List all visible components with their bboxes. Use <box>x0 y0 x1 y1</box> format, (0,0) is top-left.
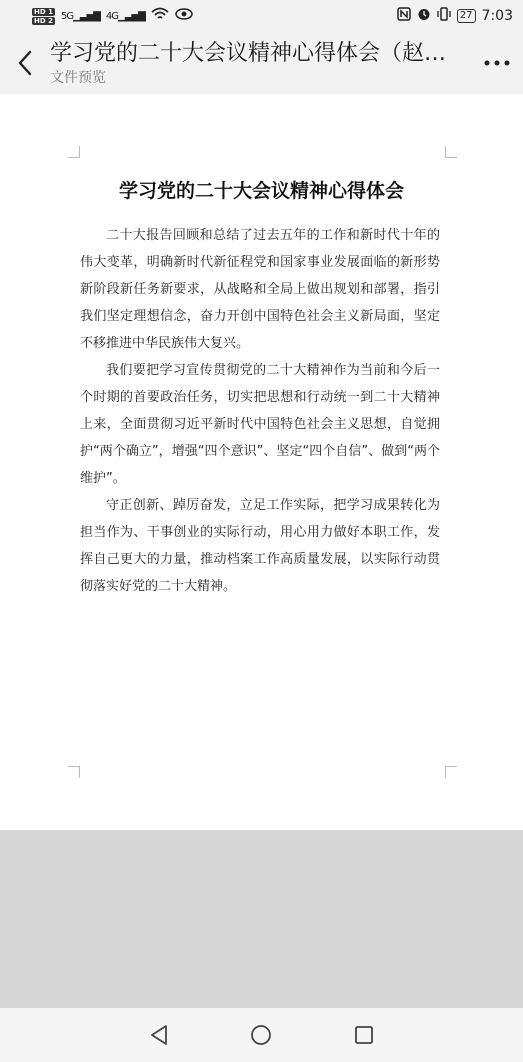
document-body <box>80 222 440 600</box>
battery-icon: 27 <box>457 9 476 23</box>
signal-4g-icon: 4G▁▃▅▇ <box>105 10 145 22</box>
app-header <box>0 32 523 94</box>
alarm-icon <box>417 7 431 25</box>
vibrate-icon <box>437 7 451 25</box>
clock-time: 7:03 <box>481 8 513 24</box>
chevron-left-icon <box>17 50 33 76</box>
nfc-icon <box>397 7 411 25</box>
page-title: 学习党的二十大会议精神心得体会（赵… <box>50 40 447 66</box>
status-bar <box>0 0 523 32</box>
corner-mark-bottom-right <box>445 766 457 778</box>
document-title: 学习党的二十大会议精神心得体会 <box>118 180 404 202</box>
document-paragraph: 守正创新、踔厉奋发，立足工作实际，把学习成果转化为担当作为、干事创业的实际行动，用心用力做好本职工作，发挥自己更大的力量，推动档案工作高质量发展，以实际行动贯彻落实好党的二十大精神。 <box>80 498 440 594</box>
square-recents-icon <box>354 1025 374 1045</box>
more-options-button[interactable] <box>471 32 523 94</box>
corner-mark-top-left <box>68 146 80 158</box>
more-dots-icon <box>484 60 510 66</box>
header-text <box>50 40 471 87</box>
circle-home-icon <box>250 1024 272 1046</box>
document-paragraph: 我们要把学习宣传贯彻党的二十大精神作为当前和今后一个时期的首要政治任务，切实把思想和行动统一到二十大精神上来，全面贯彻习近平新时代中国特色社会主义思想，自觉拥护“两个确立”，增强“四个意识”、坚定“四个自信”、做到“两个维护”。 <box>80 363 440 486</box>
triangle-back-icon <box>149 1024 169 1046</box>
corner-mark-bottom-left <box>68 766 80 778</box>
page-subtitle: 文件预览 <box>50 69 106 86</box>
nav-home-button[interactable] <box>241 1015 281 1055</box>
status-right <box>397 7 513 25</box>
wifi-icon <box>151 7 169 25</box>
hd1-badge: HD 1 <box>34 7 53 16</box>
back-button[interactable] <box>0 32 50 94</box>
document-page[interactable] <box>0 94 523 830</box>
system-nav-bar <box>0 1008 523 1062</box>
status-left <box>32 7 193 25</box>
corner-mark-top-right <box>445 146 457 158</box>
nav-back-button[interactable] <box>139 1015 179 1055</box>
preview-background <box>0 830 523 1008</box>
hd2-badge: HD 2 <box>34 16 53 25</box>
document-paragraph: 二十大报告回顾和总结了过去五年的工作和新时代十年的伟大变革，明确新时代新征程党和国家事业发展面临的新形势新阶段新任务新要求，从战略和全局上做出规划和部署，指引我们坚定理想信念，奋力开创中国特色社会主义新局面，坚定不移推进中华民族伟大复兴。 <box>80 228 440 351</box>
nav-recents-button[interactable] <box>344 1015 384 1055</box>
signal-5g-icon: 5G▁▃▅▇ <box>60 10 100 22</box>
eye-icon <box>175 8 193 24</box>
hd-badges <box>32 8 55 25</box>
